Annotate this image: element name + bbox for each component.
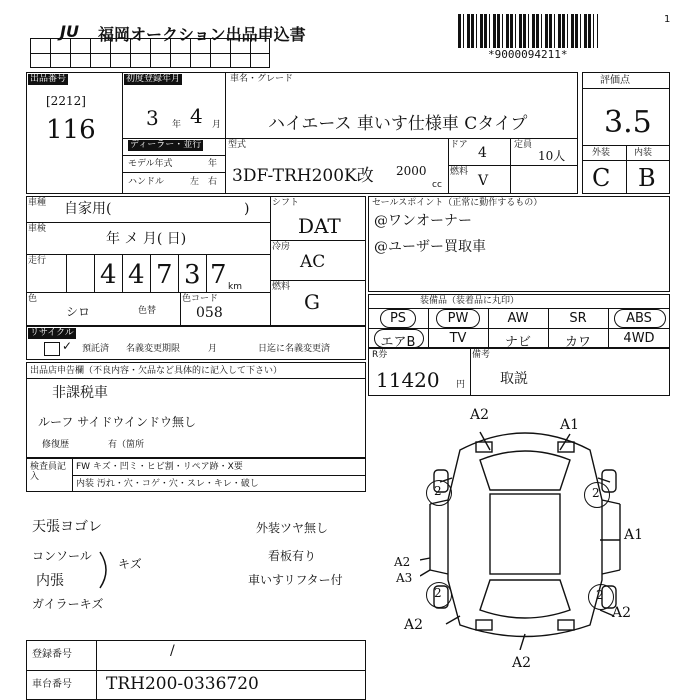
mileage-label: 走行 (28, 256, 47, 266)
handle-value: 右 (208, 177, 218, 187)
damage-mark: A1 (624, 527, 644, 543)
remark-label: 備考 (472, 350, 491, 360)
lot-label: 出品番号 (30, 74, 67, 84)
mileage-digit: 3 (184, 260, 201, 290)
grade-label: 評価点 (600, 75, 630, 86)
fuel-type-value: V (478, 173, 489, 189)
color-value: シロ (66, 305, 91, 319)
model-label: 型式 (228, 140, 247, 150)
equip-airbag-circle (374, 329, 424, 348)
recycle-box (44, 342, 60, 356)
fuel-value: G (304, 290, 320, 314)
remark-value: 取説 (500, 371, 528, 387)
ext-label: 外装 (592, 148, 611, 158)
damage-mark: 2 (592, 486, 600, 500)
usage-value: 自家用( (64, 201, 112, 217)
damage-mark: A2 (404, 617, 424, 633)
equip-abs-circle (614, 309, 666, 328)
reg-number-label: 登録番号 (32, 649, 72, 660)
inspector-line-2: コンソール (32, 549, 92, 563)
dealer-label: ディーラー・並行 (130, 140, 202, 150)
price-unit: 円 (456, 380, 466, 390)
car-name: ハイエース 車いす仕様車 Cタイプ (268, 114, 528, 134)
legend-label: 検査員記入 (30, 462, 67, 482)
recycle-note: 日迄に名義変更済 (258, 344, 331, 354)
recycle-mark: ✓ (62, 339, 73, 353)
notes-line-2: ルーフ サイドウインドウ無し (38, 415, 197, 429)
repair-value: 有（箇所 (108, 440, 145, 450)
equip-ps-circle (380, 309, 416, 328)
notes-box (26, 362, 366, 458)
repair-label: 修復歴 (42, 440, 70, 450)
color-label: 色 (28, 294, 38, 304)
recycle-row (26, 326, 366, 360)
grade-score: 3.5 (604, 105, 652, 140)
barcode (458, 14, 598, 48)
mileage-unit: km (228, 282, 242, 292)
fuel-type-label: 燃料 (450, 167, 469, 177)
equip-aw: AW (507, 311, 529, 326)
company-logo: JU (60, 22, 79, 41)
inspector-right-1: 外装ツヤ無し (256, 521, 329, 535)
grade-ext: C (592, 164, 611, 192)
grade-int: B (638, 164, 656, 192)
cc-unit: cc (432, 180, 442, 190)
mileage-digit: 7 (156, 260, 173, 290)
shaken-value: 年 メ 月( 日) (106, 231, 187, 247)
capacity-value: 10人 (538, 149, 566, 163)
color-change-label: 色替 (138, 306, 157, 316)
mileage-digit: 4 (100, 260, 117, 290)
inspector-line-3: 内張 (36, 573, 64, 589)
inspector-right-2: 看板有り (268, 549, 317, 563)
legend-row-1: FW キズ・凹ミ・ヒビ割・リペア跡・X要 (76, 462, 243, 472)
equip-4wd: 4WD (623, 331, 655, 346)
model-year-unit: 年 (208, 159, 218, 169)
recycle-value: 預託済 (82, 344, 110, 354)
shift-value: DAT (298, 214, 341, 238)
sales-point-1: @ワンオーナー (374, 213, 472, 229)
damage-mark: A1 (560, 417, 580, 433)
usage-close: ) (244, 201, 250, 217)
legend-row-2: 内装 汚れ・穴・コゲ・穴・スレ・キレ・破し (76, 479, 259, 489)
price-value: 11420 (376, 368, 440, 392)
sales-point-2: @ユーザー買取車 (374, 239, 486, 255)
recycle-month-unit: 月 (208, 344, 218, 354)
recycle-month-label: 名義変更期限 (126, 344, 181, 354)
equip-pw: PW (447, 311, 469, 326)
equip-tv: TV (449, 331, 467, 346)
lot-code: [2212] (46, 94, 86, 108)
doors-value: 4 (478, 145, 487, 161)
chassis-label: 車台番号 (32, 679, 72, 690)
model-value: 3DF-TRH200K改 (232, 166, 374, 186)
usage-label: 車種 (28, 198, 47, 208)
damage-mark: A2 (470, 407, 490, 423)
sales-points-label: セールスポイント（正常に動作するもの） (372, 198, 543, 208)
equip-sr: SR (569, 311, 587, 326)
equip-leather: カワ (564, 335, 591, 350)
company-title: 福岡オークション出品申込書 (98, 25, 306, 44)
lot-number: 116 (46, 115, 96, 145)
color-code: 058 (196, 305, 223, 321)
barcode-number: *9000094211* (488, 48, 568, 61)
price-label: R券 (372, 350, 388, 360)
car-diagram (420, 417, 630, 650)
shift-label: シフト (272, 198, 300, 208)
damage-mark: A2 (512, 655, 532, 671)
reg-number-value: / (170, 643, 175, 659)
corner-mark: 1 (664, 14, 671, 25)
shaken-label: 車検 (28, 224, 47, 234)
registration-year: 3 (146, 106, 159, 130)
handle-label: ハンドル (128, 177, 165, 187)
damage-mark: 2 (434, 484, 442, 498)
capacity-label: 定員 (514, 140, 533, 150)
equip-ps: PS (389, 311, 407, 326)
equip-abs: ABS (626, 311, 652, 326)
handle-left: 左 (190, 177, 200, 187)
damage-mark: A2 (612, 605, 632, 621)
damage-mark: 2 (596, 588, 604, 602)
car-name-label: 車名・グレード (230, 74, 294, 84)
registration-month: 4 (190, 104, 203, 128)
fuel-label: 燃料 (272, 282, 291, 292)
recycle-label: リサイクル (30, 328, 74, 338)
equip-airbag: エアB (380, 335, 416, 350)
inspector-line-1: 天張ヨゴレ (32, 519, 102, 535)
aircon-value: AC (300, 252, 326, 272)
registration-label: 初度登録年月 (126, 74, 181, 84)
damage-mark: A3 (396, 571, 413, 585)
inspector-right-3: 車いすリフター付 (248, 573, 343, 587)
mileage-digit: 4 (128, 260, 145, 290)
chassis-value: TRH200-0336720 (106, 674, 259, 694)
damage-mark: 2 (434, 586, 442, 600)
cc-value: 2000 (396, 164, 427, 178)
month-unit: 月 (212, 120, 222, 130)
damage-mark: A2 (394, 555, 411, 569)
inspector-bracket (96, 550, 116, 590)
color-code-label: 色コード (182, 294, 219, 304)
inspector-line-2b: キズ (118, 557, 142, 571)
equip-navi: ナビ (504, 335, 531, 350)
mileage-digit: 7 (210, 260, 227, 290)
equip-pw-circle (436, 309, 480, 328)
doors-label: ドア (450, 140, 468, 150)
int-label: 内装 (634, 148, 653, 158)
year-unit: 年 (172, 120, 182, 130)
inspector-line-4: ガイラーキズ (32, 597, 104, 611)
equipment-label: 装備品（装着品に丸印） (420, 296, 520, 306)
notes-line-1: 非課税車 (52, 385, 108, 401)
notes-label: 出品店申告欄（不良内容・欠品など具体的に記入して下さい） (30, 366, 283, 376)
model-year-label: モデル年式 (128, 159, 173, 169)
aircon-label: 冷房 (272, 242, 291, 252)
